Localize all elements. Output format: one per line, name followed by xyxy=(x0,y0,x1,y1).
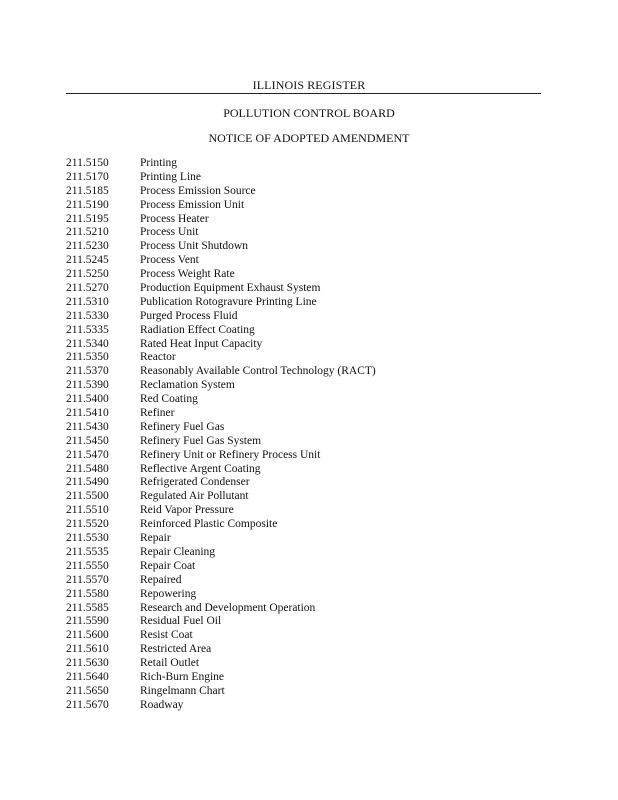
defined-term: Repair Cleaning xyxy=(140,545,216,558)
section-number: 211.5535 xyxy=(66,545,109,558)
definitions-list xyxy=(66,157,546,713)
definition-row xyxy=(66,532,546,546)
definition-row xyxy=(66,199,546,213)
section-number: 211.5270 xyxy=(66,282,109,295)
definition-row xyxy=(66,185,546,199)
definition-row xyxy=(66,310,546,324)
defined-term: Research and Development Operation xyxy=(140,601,316,614)
section-number: 211.5585 xyxy=(66,601,109,614)
definition-row xyxy=(66,490,546,504)
defined-term: Repair xyxy=(140,532,171,545)
defined-term: Refinery Fuel Gas xyxy=(140,420,225,433)
section-number: 211.5245 xyxy=(66,254,109,267)
section-number: 211.5150 xyxy=(66,157,109,169)
defined-term: Process Heater xyxy=(140,212,209,225)
section-number: 211.5410 xyxy=(66,407,109,420)
section-number: 211.5430 xyxy=(66,420,109,433)
defined-term: Reasonably Available Control Technology (RACT) xyxy=(140,365,376,378)
section-number: 211.5630 xyxy=(66,657,109,670)
definition-row xyxy=(66,393,546,407)
definition-row xyxy=(66,213,546,227)
definition-row xyxy=(66,171,546,185)
defined-term: Ringelmann Chart xyxy=(140,684,225,697)
defined-term: Production Equipment Exhaust System xyxy=(140,282,321,295)
section-number: 211.5510 xyxy=(66,504,109,517)
defined-term: Refrigerated Condenser xyxy=(140,476,250,489)
definition-row xyxy=(66,546,546,560)
definition-row xyxy=(66,226,546,240)
defined-term: Red Coating xyxy=(140,393,198,406)
section-number: 211.5310 xyxy=(66,295,109,308)
section-number: 211.5195 xyxy=(66,212,109,225)
definition-row xyxy=(66,657,546,671)
section-number: 211.5600 xyxy=(66,629,109,642)
defined-term: Resist Coat xyxy=(140,629,193,642)
section-number: 211.5480 xyxy=(66,462,109,475)
defined-term: Reflective Argent Coating xyxy=(140,462,261,475)
section-number: 211.5370 xyxy=(66,365,109,378)
definition-row xyxy=(66,296,546,310)
definition-row xyxy=(66,574,546,588)
defined-term: Restricted Area xyxy=(140,643,212,656)
definition-row xyxy=(66,157,546,171)
section-number: 211.5190 xyxy=(66,198,109,211)
section-number: 211.5340 xyxy=(66,337,109,350)
definition-row xyxy=(66,435,546,449)
defined-term: Refiner xyxy=(140,407,175,420)
defined-term: Process Emission Unit xyxy=(140,198,245,211)
defined-term: Reinforced Plastic Composite xyxy=(140,518,278,531)
section-number: 211.5450 xyxy=(66,434,109,447)
defined-term: Reclamation System xyxy=(140,379,235,392)
defined-term: Reid Vapor Pressure xyxy=(140,504,234,517)
section-number: 211.5580 xyxy=(66,587,109,600)
section-number: 211.5490 xyxy=(66,476,109,489)
definition-row xyxy=(66,588,546,602)
section-number: 211.5250 xyxy=(66,268,109,281)
defined-term: Process Unit xyxy=(140,226,199,239)
section-number: 211.5570 xyxy=(66,573,109,586)
definition-row xyxy=(66,379,546,393)
header-divider xyxy=(66,93,541,94)
defined-term: Repaired xyxy=(140,573,182,586)
definition-row xyxy=(66,602,546,616)
definition-row xyxy=(66,476,546,490)
definition-row xyxy=(66,268,546,282)
definition-row xyxy=(66,421,546,435)
section-number: 211.5640 xyxy=(66,670,109,683)
section-number: 211.5610 xyxy=(66,643,109,656)
section-number: 211.5400 xyxy=(66,393,109,406)
section-number: 211.5500 xyxy=(66,490,109,503)
defined-term: Retail Outlet xyxy=(140,657,200,670)
definition-row xyxy=(66,518,546,532)
defined-term: Roadway xyxy=(140,698,184,711)
notice-title: NOTICE OF ADOPTED AMENDMENT xyxy=(208,131,410,145)
defined-term: Refinery Fuel Gas System xyxy=(140,434,262,447)
definition-row xyxy=(66,504,546,518)
definition-row xyxy=(66,338,546,352)
defined-term: Process Unit Shutdown xyxy=(140,240,248,253)
section-number: 211.5230 xyxy=(66,240,109,253)
definition-row xyxy=(66,351,546,365)
section-number: 211.5470 xyxy=(66,448,109,461)
definition-row xyxy=(66,240,546,254)
definition-row xyxy=(66,407,546,421)
section-number: 211.5330 xyxy=(66,309,109,322)
section-number: 211.5550 xyxy=(66,559,109,572)
defined-term: Residual Fuel Oil xyxy=(140,615,222,628)
defined-term: Radiation Effect Coating xyxy=(140,323,255,336)
section-number: 211.5530 xyxy=(66,532,109,545)
defined-term: Reactor xyxy=(140,351,176,364)
section-number: 211.5650 xyxy=(66,684,109,697)
defined-term: Repair Coat xyxy=(140,559,196,572)
defined-term: Purged Process Fluid xyxy=(140,309,238,322)
definition-row xyxy=(66,643,546,657)
definition-row xyxy=(66,685,546,699)
defined-term: Process Weight Rate xyxy=(140,268,235,281)
definition-row xyxy=(66,282,546,296)
section-number: 211.5590 xyxy=(66,615,109,628)
register-title: ILLINOIS REGISTER xyxy=(252,78,366,92)
defined-term: Refinery Unit or Refinery Process Unit xyxy=(140,448,321,461)
definition-row xyxy=(66,671,546,685)
section-number: 211.5210 xyxy=(66,226,109,239)
defined-term: Repowering xyxy=(140,587,197,600)
definition-row xyxy=(66,629,546,643)
section-number: 211.5520 xyxy=(66,518,109,531)
section-number: 211.5390 xyxy=(66,379,109,392)
definition-row xyxy=(66,449,546,463)
defined-term: Printing Line xyxy=(140,170,202,183)
defined-term: Process Emission Source xyxy=(140,184,256,197)
board-name: POLLUTION CONTROL BOARD xyxy=(223,106,395,120)
section-number: 211.5350 xyxy=(66,351,109,364)
defined-term: Process Vent xyxy=(140,254,199,267)
defined-term: Rich-Burn Engine xyxy=(140,670,224,683)
definition-row xyxy=(66,699,546,713)
definition-row xyxy=(66,254,546,268)
section-number: 211.5170 xyxy=(66,170,109,183)
definition-row xyxy=(66,365,546,379)
section-number: 211.5185 xyxy=(66,184,109,197)
definition-row xyxy=(66,463,546,477)
definition-row xyxy=(66,560,546,574)
definition-row xyxy=(66,324,546,338)
section-number: 211.5335 xyxy=(66,323,109,336)
defined-term: Printing xyxy=(140,157,178,169)
section-number: 211.5670 xyxy=(66,698,109,711)
defined-term: Regulated Air Pollutant xyxy=(140,490,249,503)
definition-row xyxy=(66,615,546,629)
defined-term: Rated Heat Input Capacity xyxy=(140,337,263,350)
defined-term: Publication Rotogravure Printing Line xyxy=(140,295,317,308)
